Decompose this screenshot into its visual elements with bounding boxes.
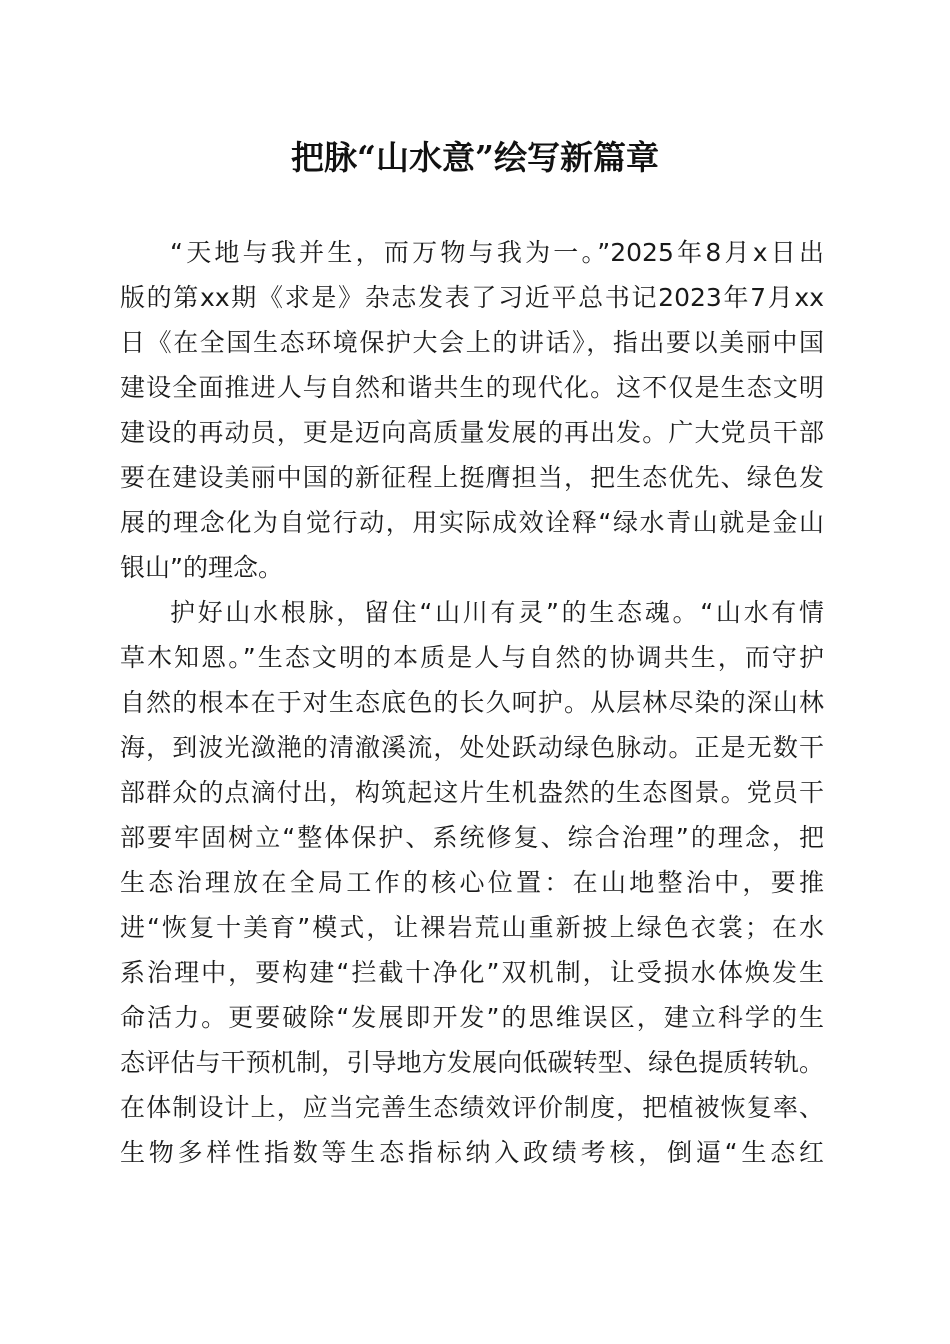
text-line: 日《在全国生态环境保护大会上的讲话》，指出要以美丽中国 (120, 328, 824, 357)
paragraph-2 (120, 590, 824, 1175)
text-line: 草木知恩。”生态文明的本质是人与自然的协调共生，而守护 (120, 643, 824, 672)
text-line: 展的理念化为自觉行动，用实际成效诠释“绿水青山就是金山 (120, 508, 824, 537)
text-line: 在体制设计上，应当完善生态绩效评价制度，把植被恢复率、 (120, 1093, 824, 1122)
text-line: 部群众的点滴付出，构筑起这片生机盎然的生态图景。党员干 (120, 778, 824, 807)
text-line: 命活力。更要破除“发展即开发”的思维误区，建立科学的生 (120, 1003, 824, 1032)
text-line: 版的第xx期《求是》杂志发表了习近平总书记2023年7月xx (120, 283, 824, 312)
text-line: 生态治理放在全局工作的核心位置：在山地整治中，要推 (120, 868, 824, 897)
text-line: 部要牢固树立“整体保护、系统修复、综合治理”的理念，把 (120, 823, 824, 852)
text-line: 要在建设美丽中国的新征程上挺膺担当，把生态优先、绿色发 (120, 463, 824, 492)
text-line: 系治理中，要构建“拦截十净化”双机制，让受损水体焕发生 (120, 958, 824, 987)
text-line: 自然的根本在于对生态底色的长久呵护。从层林尽染的深山林 (120, 688, 824, 717)
text-line: 建设全面推进人与自然和谐共生的现代化。这不仅是生态文明 (120, 373, 824, 402)
text-line: “天地与我并生，而万物与我为一。”2025年8月x日出 (170, 238, 824, 267)
text-line: 护好山水根脉，留住“山川有灵”的生态魂。“山水有情 (170, 598, 824, 627)
text-line: 进“恢复十美育”模式，让裸岩荒山重新披上绿色衣裳；在水 (120, 913, 824, 942)
paragraph-1 (120, 230, 824, 590)
text-line: 海，到波光潋滟的清澈溪流，处处跃动绿色脉动。正是无数干 (120, 733, 824, 762)
page-title: 把脉“山水意”绘写新篇章 (291, 138, 659, 177)
text-line: 银山”的理念。 (120, 553, 283, 582)
text-line: 生物多样性指数等生态指标纳入政绩考核，倒逼“生态红 (120, 1138, 824, 1167)
text-line: 建设的再动员，更是迈向高质量发展的再出发。广大党员干部 (120, 418, 824, 447)
text-line: 态评估与干预机制，引导地方发展向低碳转型、绿色提质转轨。 (120, 1048, 824, 1077)
document-body (120, 230, 824, 1175)
